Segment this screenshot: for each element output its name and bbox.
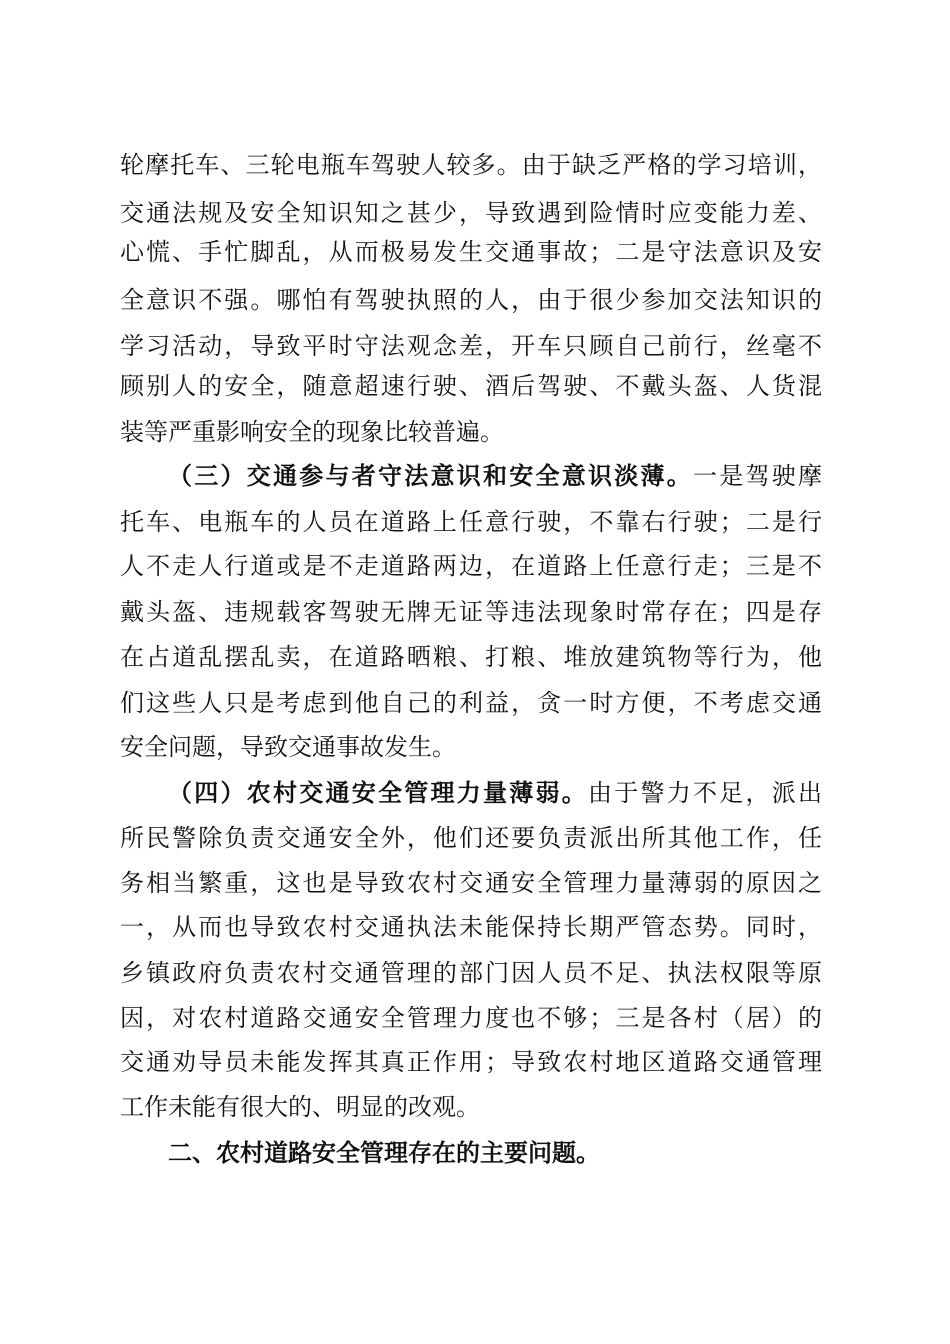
paragraph-line: 托车、电瓶车的人员在道路上任意行驶，不靠右行驶；二是行 (120, 508, 822, 536)
paragraph-line: 安全问题，导致交通事故发生。 (120, 733, 456, 761)
paragraph-line: 务相当繁重，这也是导致农村交通安全管理力量薄弱的原因之 (120, 869, 822, 897)
paragraph-first-line (168, 773, 822, 813)
paragraph-line: 工作未能有很大的、明显的改观。 (120, 1093, 480, 1121)
section-heading: 二、农村道路安全管理存在的主要问题。 (168, 1139, 600, 1167)
paragraph-line: 轮摩托车、三轮电瓶车驾驶人较多。由于缺乏严格的学习培训， (120, 151, 822, 179)
paragraph-line: 乡镇政府负责农村交通管理的部门因人员不足、执法权限等原 (120, 959, 822, 987)
paragraph-line: 学习活动，导致平时守法观念差，开车只顾自己前行，丝毫不 (120, 332, 822, 360)
paragraph-line: 交通劝导员未能发挥其真正作用；导致农村地区道路交通管理 (120, 1048, 822, 1076)
paragraph-line: 交通法规及安全知识知之甚少，导致遇到险情时应变能力差、 (120, 199, 822, 227)
paragraph-line: 们这些人只是考虑到他自己的利益，贪一时方便，不考虑交通 (120, 689, 822, 717)
paragraph-line: 装等严重影响安全的现象比较普遍。 (120, 418, 504, 446)
paragraph-text: 一是驾驶摩 (693, 462, 822, 490)
paragraph-line: 心慌、手忙脚乱，从而极易发生交通事故；二是守法意识及安 (120, 238, 822, 266)
paragraph-line: 全意识不强。哪怕有驾驶执照的人，由于很少参加交法知识的 (120, 286, 822, 314)
paragraph-line: 因，对农村道路交通安全管理力度也不够；三是各村（居）的 (120, 1004, 822, 1032)
paragraph-line: 所民警除负责交通安全外，他们还要负责派出所其他工作，任 (120, 824, 822, 852)
subsection-heading: （三）交通参与者守法意识和安全意识淡薄。 (168, 462, 693, 490)
paragraph-first-line (168, 456, 822, 496)
paragraph-line: 在占道乱摆乱卖，在道路晒粮、打粮、堆放建筑物等行为，他 (120, 643, 822, 671)
paragraph-line: 人不走人行道或是不走道路两边，在道路上任意行走；三是不 (120, 552, 822, 580)
paragraph-line: 戴头盔、违规载客驾驶无牌无证等违法现象时常存在；四是存 (120, 598, 822, 626)
paragraph-line: 顾别人的安全，随意超速行驶、酒后驾驶、不戴头盔、人货混 (120, 372, 822, 400)
paragraph-line: 一，从而也导致农村交通执法未能保持长期严管态势。同时， (120, 913, 822, 941)
subsection-heading: （四）农村交通安全管理力量薄弱。 (168, 779, 588, 807)
paragraph-text: 由于警力不足，派出 (588, 779, 822, 807)
